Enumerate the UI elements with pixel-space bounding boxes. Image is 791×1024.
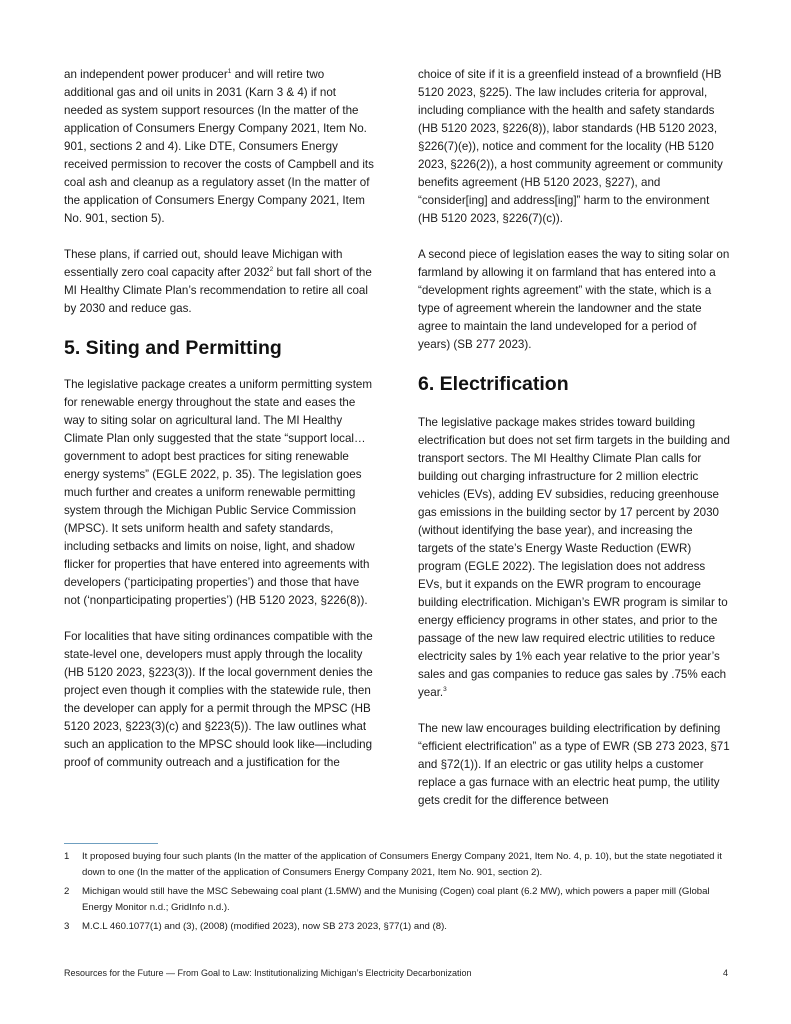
page-footer [64, 966, 728, 980]
footnote-divider [64, 843, 158, 844]
page-number: 4 [722, 968, 728, 978]
footnote-number: 3 [64, 921, 70, 932]
left-column [64, 66, 375, 790]
footnote-text: M.C.L 460.1077(1) and (3), (2008) (modified 2023), now SB 273 2023, §77(1) and (8). [82, 921, 447, 932]
footnote-item [64, 919, 728, 935]
footnote-item [64, 849, 728, 881]
section-heading-siting: 5. Siting and Permitting [64, 337, 282, 359]
right-column [418, 66, 730, 828]
footnote-ref-1[interactable]: 1 [227, 68, 232, 76]
footnote-text: Michigan would still have the MSC Sebewaing coal plant (1.5MW) and the Munising (Cogen) coal plant (6.2 MW), which powers a paper mill (Global Energy Monitor n.d.; GridInfo n.d.). [82, 886, 710, 913]
left-paragraph-3: The legislative package creates a uniform permitting system for renewable energy throughout the state and eases the way to siting solar on agricultural land. The MI Healthy Climate Plan only suggested that the state “support local… government to adopt best practices for siting renewable energy systems” (EGLE 2022, p. 35). The legislation goes much further and creates a uniform renewable permitting system through the Michigan Public Service Commission (MPSC). It sets uniform health and safety standards, including setbacks and limits on noise, light, and shadow flicker for properties that have entered into agreements with developers (‘participating properties’) and those that have not (‘nonparticipating properties’) (HB 5120 2023, §226(8)). [64, 378, 373, 607]
right-paragraph-4: The new law encourages building electrification by defining “efficient electrification” as a type of EWR (SB 273 2023, §71 and §72(1)). If an electric or gas utility helps a customer replace a gas furnace with an electric heat pump, the utility gets credit for the difference between [418, 722, 730, 807]
right-paragraph-3: The legislative package makes strides toward building electrification but does not set firm targets in the building and transport sectors. The MI Healthy Climate Plan calls for building out charging infrastructure for 2 million electric vehicles (EVs), adding EV subsidies, reducing greenhouse gas emissions in the building sector by 17 percent by 2030 (without identifying the base year), and increasing the targets of the state’s Energy Waste Reduction (EWR) program (EGLE 2022). The legislation does not address EVs, but it expands on the EWR program to encourage building electrification. Michigan’s EWR program is similar to energy efficiency programs in other states, and prior to the passage of the new law required electric utilities to reduce electricity sales by 1% each year relative to the prior year’s sales and gas companies to reduce gas sales by .75% each year.$^3$ [418, 416, 730, 699]
footnotes [64, 849, 728, 938]
section-heading-electrification: 6. Electrification [418, 373, 569, 395]
right-paragraph-2: A second piece of legislation eases the way to siting solar on farmland by allowing it on farmland that has entered into a “development rights agreement” with the state, which is a type of agreement wherein the landowner and the state agree to maintain the land undeveloped for a period of years) (SB 277 2023). [418, 248, 730, 351]
running-title: Resources for the Future — From Goal to Law: Institutionalizing Michigan’s Electricity Decarbonization [64, 968, 472, 978]
left-paragraph-1: an independent power producer$^1$ and will retire two additional gas and oil units in 2031 (Karn 3 & 4) if not needed as system support resources (In the matter of the application of Consumers Energy Company 2021, Item No. 901, sections 2 and 4). Like DTE, Consumers Energy received permission to recover the costs of Campbell and its coal ash and cleanup as a regulatory asset (In the matter of the application of Consumers Energy Company 2021, Item No. 901, section 5). [64, 68, 374, 225]
right-paragraph-1: choice of site if it is a greenfield instead of a brownfield (HB 5120 2023, §225). The law includes criteria for approval, including compliance with the health and safety standards (HB 5120 2023, §226(8)), labor standards (HB 5120 2023, §226(7)(e)), notice and comment for the locality (HB 5120 2023, §226(2)), a host community agreement or community benefits agreement (HB 5120 2023, §227), and “consider[ing] and address[ing]” harm to the environment (HB 5120 2023, §226(7)(c)). [418, 68, 723, 225]
footnote-text: It proposed buying four such plants (In the matter of the application of Consumers Energy Company 2021, Item No. 4, p. 10), but the state negotiated it down to one (In the matter of the application of Consumers Energy Company 2021, Item No. 901, section 2). [82, 851, 722, 878]
left-paragraph-4: For localities that have siting ordinances compatible with the state-level one, developers must apply through the locality (HB 5120 2023, §223(3)). If the local government denies the project even though it complies with the statewide rule, then the developer can apply for a permit through the MPSC (HB 5120 2023, §223(3)(c) and §223(5)). The law outlines what such an application to the MPSC should look like—including proof of community outreach and a justification for the [64, 630, 373, 769]
footnote-number: 1 [64, 851, 70, 862]
footnote-ref-3[interactable]: 3 [443, 686, 447, 694]
footnote-item [64, 884, 728, 916]
left-paragraph-2: These plans, if carried out, should leave Michigan with essentially zero coal capacity after 2032$^2$ but fall short of the MI Healthy Climate Plan’s recommendation to retire all coal by 2030 and reduce gas. [64, 248, 372, 315]
footnote-number: 2 [64, 886, 70, 897]
footnote-ref-2[interactable]: 2 [269, 266, 274, 274]
